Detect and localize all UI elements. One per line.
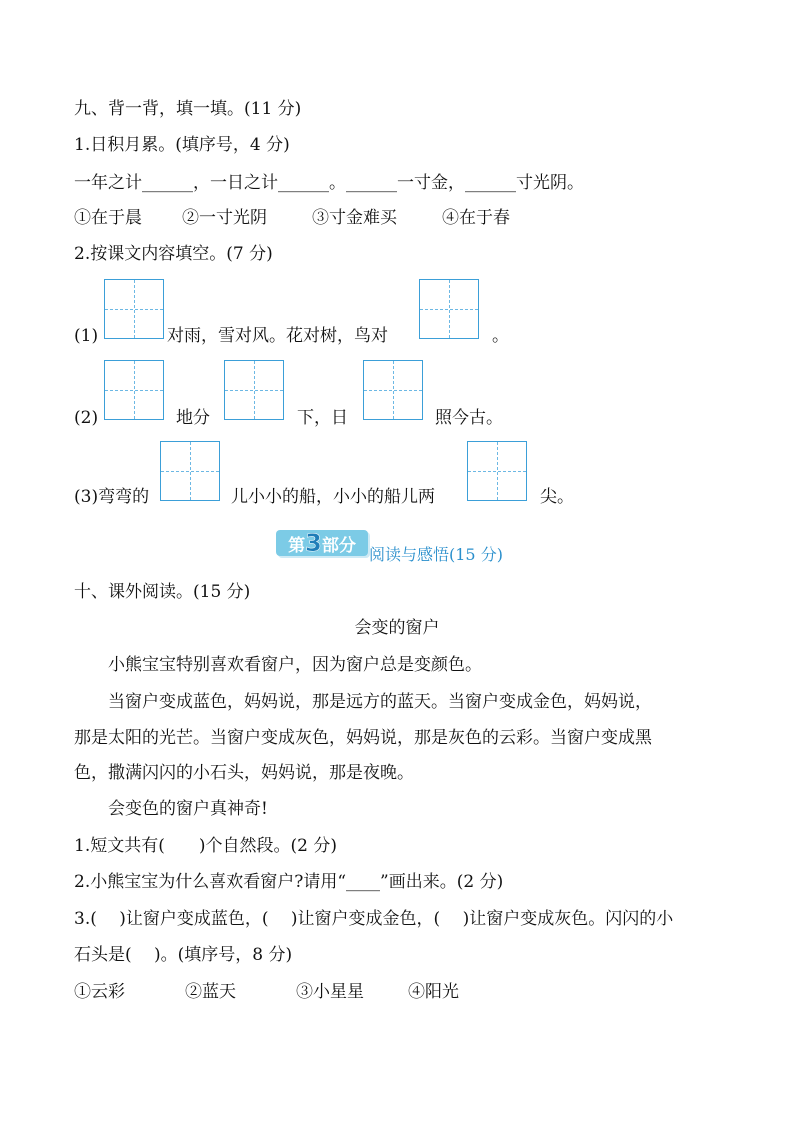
paragraph-3: 会变色的窗户真神奇! xyxy=(108,799,268,819)
tian-grid-box-2[interactable] xyxy=(419,279,479,339)
q2-title: 2.按课文内容填空。(7 分) xyxy=(74,244,273,264)
paragraph-2-line-2: 那是太阳的光芒。当窗户变成灰色，妈妈说，那是灰色的云彩。当窗户变成黑 xyxy=(74,728,652,748)
section-9-heading: 九、背一背，填一填。(11 分) xyxy=(74,99,302,119)
story-title: 会变的窗户 xyxy=(354,618,440,638)
option-1: ①在于晨 xyxy=(74,208,142,228)
option-4: ④在于春 xyxy=(442,208,510,228)
q10-2: 2.小熊宝宝为什么喜欢看窗户?请用“____”画出来。(2 分) xyxy=(74,872,504,892)
row3-text: 儿小小的船，小小的船儿两 xyxy=(231,487,435,507)
option-3: ③寸金难买 xyxy=(312,208,397,228)
row1-text: 对雨，雪对风。花对树，鸟对 xyxy=(167,326,388,346)
row3-prefix: (3)弯弯的 xyxy=(74,487,150,507)
paragraph-2-line-3: 色，撒满闪闪的小石头，妈妈说，那是夜晚。 xyxy=(74,763,414,783)
q1-title: 1.日积月累。(填序号，4 分) xyxy=(74,135,290,155)
tian-grid-box-5[interactable] xyxy=(363,360,423,420)
row2-number: (2) xyxy=(74,408,99,428)
option-b: ②蓝天 xyxy=(185,982,236,1002)
tian-grid-box-3[interactable] xyxy=(104,360,164,420)
option-c: ③小星星 xyxy=(296,982,364,1002)
option-d: ④阳光 xyxy=(408,982,459,1002)
q1-sentence: 一年之计______，一日之计______。______一寸金，______寸光阴。 xyxy=(74,173,584,193)
badge-suffix: 部分 xyxy=(321,536,356,556)
section-10-heading: 十、课外阅读。(15 分) xyxy=(74,582,251,602)
q10-3-line-2: 石头是( )。(填序号，8 分) xyxy=(74,945,293,965)
paragraph-2-line-1: 当窗户变成蓝色，妈妈说，那是远方的蓝天。当窗户变成金色，妈妈说， xyxy=(108,692,652,712)
badge-number: 3 xyxy=(305,529,322,557)
option-a: ①云彩 xyxy=(74,982,125,1002)
tian-grid-box-6[interactable] xyxy=(160,441,220,501)
tian-grid-box-7[interactable] xyxy=(467,441,527,501)
row1-end: 。 xyxy=(492,326,509,346)
row3-end: 尖。 xyxy=(540,487,574,507)
part-3-title: 阅读与感悟(15 分) xyxy=(369,545,503,564)
tian-grid-box-4[interactable] xyxy=(224,360,284,420)
option-2: ②一寸光阴 xyxy=(182,208,267,228)
q10-3-line-1: 3.( )让窗户变成蓝色，( )让窗户变成金色，( )让窗户变成灰色。闪闪的小 xyxy=(74,909,674,929)
tian-grid-box-1[interactable] xyxy=(104,279,164,339)
badge-prefix: 第 xyxy=(288,536,306,556)
row2-text-3: 照今古。 xyxy=(435,408,503,428)
row2-text-1: 地分 xyxy=(176,408,210,428)
q10-1: 1.短文共有( )个自然段。(2 分) xyxy=(74,836,337,856)
row2-text-2: 下，日 xyxy=(297,408,348,428)
part-3-badge xyxy=(276,530,368,556)
paragraph-1: 小熊宝宝特别喜欢看窗户，因为窗户总是变颜色。 xyxy=(108,655,482,675)
row1-number: (1) xyxy=(74,326,99,346)
